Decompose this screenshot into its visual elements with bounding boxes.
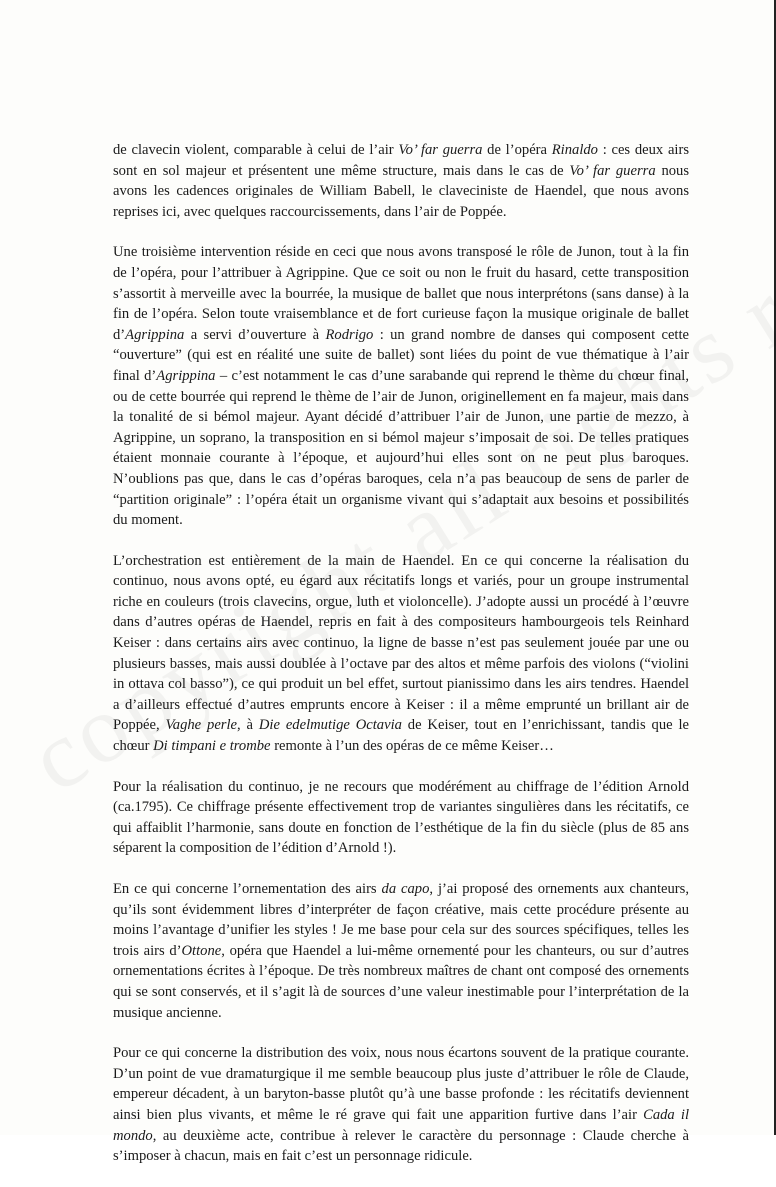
paragraph-6: [113, 1043, 689, 1167]
italic-title: Die edelmutige Octavia: [258, 717, 402, 734]
text-run: , au deuxième acte, contribue à relever le caractère du personnage : Claude cherche à s’imposer à chacun, mais en fait c’est un personnage ridicule.: [113, 1127, 689, 1165]
text-run: , opéra que Haendel a lui-même ornementé pour les chanteurs, ou sur d’autres ornementations écrites à l’époque. De très nombreux maîtres de chant ont composé des ornements qui se sont conservés, et il s’agit là de sources d’une valeur inestimable pour l’interprétation de la musique ancienne.: [113, 942, 689, 1021]
text-run: : ces deux airs sont en sol majeur et présentent une même structure, mais dans le cas de: [113, 142, 690, 179]
italic-title: Rodrigo: [325, 326, 374, 343]
text-run: de Keiser, tout en l’enrichissant, tandis que le chœur: [113, 717, 689, 755]
text-run: Une troisième intervention réside en ceci que nous avons transposé le rôle de Junon, tout à la fin de l’opéra, pour l’attribuer à Agrippine. Que ce soit ou non le fruit du hasard, cette transposition s’assortit à merveille avec la bourrée, la musique de ballet que nous interprétons (sans danse) à la fin de l’opéra. Selon toute vraisemblance et de fort curieuse façon la musique originale de ballet d’: [113, 244, 689, 343]
paragraph-4: [113, 777, 689, 859]
paragraph-3: [113, 551, 689, 757]
text-run: En ce qui concerne l’ornementation des airs: [113, 881, 382, 897]
text-run: : un grand nombre de danses qui composent cette “ouverture” (qui est en réalité une suite de ballet) sont liées du point de vue thématique à l’air final d’: [113, 326, 690, 384]
italic-title: Ottone: [181, 942, 222, 959]
italic-title: Rinaldo: [551, 142, 598, 158]
italic-title: Agrippina: [125, 326, 185, 343]
italic-title: Di timpani e trombe: [153, 738, 271, 755]
text-run: , à: [237, 717, 259, 734]
text-run: a servi d’ouverture à: [184, 326, 326, 343]
paragraph-5: [113, 879, 689, 1023]
text-run: remonte à l’un des opéras de ce même Keiser…: [270, 738, 554, 755]
text-run: Pour la réalisation du continuo, je ne recours que modérément au chiffrage de l’édition Arnold (ca.1795). Ce chiffrage présente effectivement trop de variantes singulières dans les récitatifs, ce qui affaiblit l’harmonie, sans doute en fonction de l’esthétique de la fin du siècle (plus de 85 ans séparent la composition de l’édition d’Arnold !).: [113, 778, 689, 857]
text-run: de clavecin violent, comparable à celui de l’air: [113, 142, 399, 158]
paragraph-1: [113, 140, 689, 222]
text-run: de l’opéra: [482, 142, 552, 158]
text-run: , j’ai proposé des ornements aux chanteurs, qu’ils sont évidemment libres d’interpréter de façon créative, mais cette procédure présente au moins l’avantage d’unifier les styles ! Je me base pour cela sur des sources spécifiques, telles les trois airs d’: [113, 881, 689, 959]
italic-title: da capo: [381, 881, 430, 897]
italic-title: Vaghe perle: [165, 717, 238, 734]
italic-title: Vo’ far guerra: [398, 142, 483, 158]
paragraph-2: [113, 242, 689, 530]
text-run: L’orchestration est entièrement de la main de Haendel. En ce qui concerne la réalisation du continuo, nous avons opté, eu égard aux récitatifs longs et variés, pour un groupe instrumental riche en couleurs (trois clavecins, orgue, luth et violoncelle). J’adopte aussi un procédé à l’œuvre dans d’autres opéras de Haendel, repris en fait à des compositeurs hambourgeois tels Reinhard Keiser : dans certains airs avec continuo, la ligne de basse n’est pas seulement jouée par une ou plusieurs basses, mais aussi doublée à l’octave par des altos et même parfois des violons (“violini in ottava col basso”), ce qui produit un bel effet, surtout pianissimo dans les airs tendres. Haendel a d’ailleurs effectué d’autres emprunts encore à Keiser : il a même emprunté un brillant air de Poppée,: [113, 552, 689, 734]
italic-title: Vo’ far guerra: [569, 162, 656, 179]
italic-title: Agrippina: [156, 367, 216, 384]
italic-title: Cada il mondo: [113, 1106, 690, 1144]
text-run: – c’est notamment le cas d’une sarabande qui reprend le thème du chœur final, ou de cette bourrée qui reprend le thème de l’air de Junon, originellement en fa majeur, mais dans la tonalité de si bémol majeur. Ayant décidé d’attribuer l’air de Junon, une partie de mezzo, à Agrippine, un soprano, la transposition en si bémol majeur s’imposait de soi. De telles pratiques étaient monnaie courante à l’époque, et aujourd’hui elles sont on ne peut plus baroques. N’oublions pas que, dans le cas d’opéras baroques, cela n’a pas beaucoup de sens de parler de “partition originale” : l’opéra était un organisme vivant qui s’adaptait aux besoins et possibilités du moment.: [113, 367, 689, 529]
text-run: nous avons les cadences originales de William Babell, le claveciniste de Haendel, que nous avons reprises ici, avec quelques raccourcissements, dans l’air de Poppée.: [113, 162, 690, 220]
text-run: Pour ce qui concerne la distribution des voix, nous nous écartons souvent de la pratique courante. D’un point de vue dramaturgique il me semble beaucoup plus juste d’attribuer le rôle de Claude, empereur décadent, à un baryton-basse plutôt qu’à une basse profonde : les récitatifs deviennent ainsi bien plus vivants, et même le ré grave qui fait une apparition furtive dans l’air: [113, 1045, 689, 1123]
body-text: [113, 140, 689, 1187]
